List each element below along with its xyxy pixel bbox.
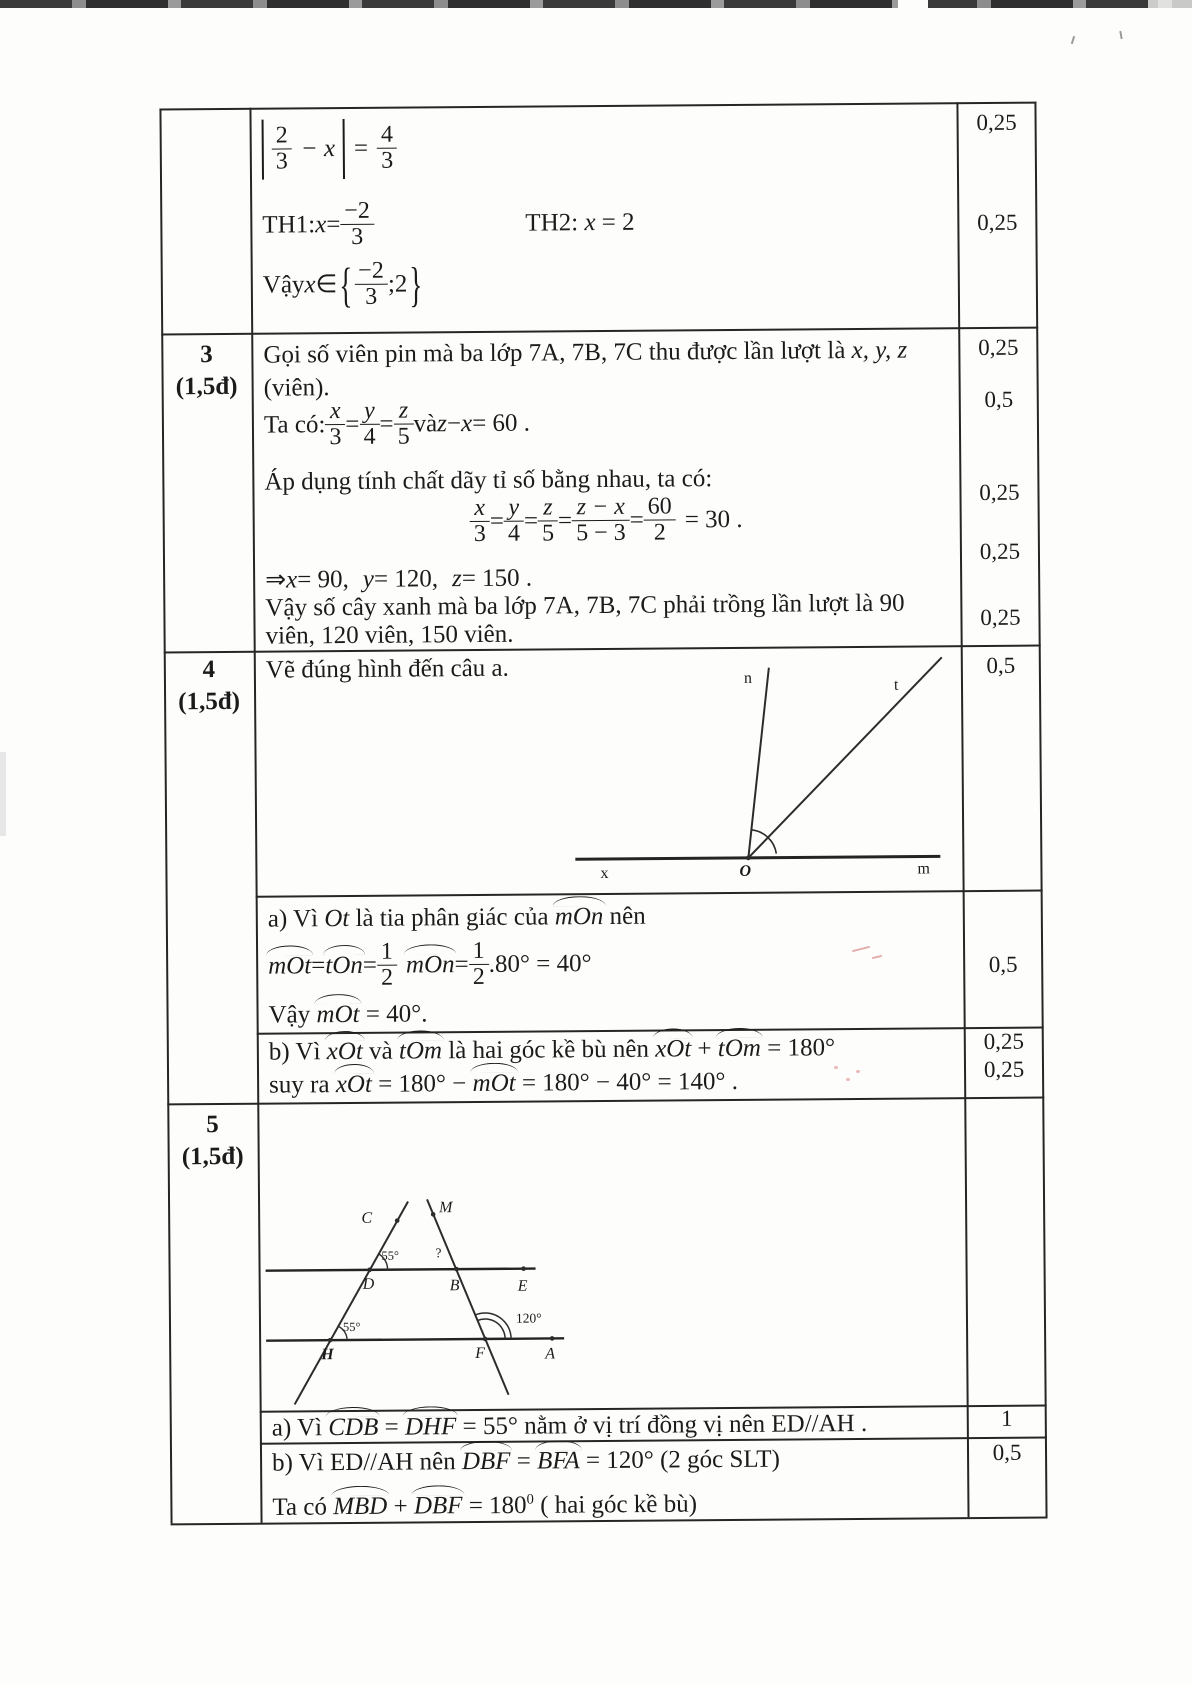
angle-label-question: ? xyxy=(435,1245,442,1261)
equals-sign: = xyxy=(523,507,539,535)
fraction: $\frac{1}{2}$ xyxy=(468,939,488,991)
score-value: 0,5 xyxy=(986,652,1016,678)
rubric-table xyxy=(159,102,1047,1526)
angle-name: xOt xyxy=(335,1070,372,1099)
angle-name: mOt xyxy=(316,1000,360,1029)
score-value: 0,5 xyxy=(984,386,1014,412)
score-value: 0,25 xyxy=(983,1056,1025,1083)
question-number: 5 xyxy=(206,1111,219,1139)
math-op: − xyxy=(446,410,462,438)
question-number: 3 xyxy=(200,341,213,369)
case2 xyxy=(525,208,634,239)
score-value: 0,25 xyxy=(977,209,1018,236)
solution-line: (viên). xyxy=(263,374,330,402)
row-divider xyxy=(161,327,1038,336)
fraction: $\frac{z}{5}$ xyxy=(538,495,558,547)
implies-arrow: ⇒ xyxy=(265,566,287,594)
scan-edge-gap xyxy=(898,0,928,9)
table-border-score xyxy=(956,102,969,1517)
equals-sign: = xyxy=(345,410,360,438)
angle-name: BFA xyxy=(536,1447,580,1475)
question-points: (1,5đ) xyxy=(175,372,238,401)
question-points: (1,5đ) xyxy=(181,1142,244,1171)
point-label-A: A xyxy=(545,1345,556,1363)
equals-sign: = xyxy=(557,507,573,535)
point-label-F: F xyxy=(475,1344,486,1363)
angle-name: xOt xyxy=(655,1035,692,1063)
point-label-B: B xyxy=(449,1277,460,1295)
math-term: − x xyxy=(300,135,336,163)
text: và xyxy=(413,410,438,438)
table-border-left xyxy=(159,108,172,1523)
solution-line: Áp dụng tính chất dãy tỉ số bằng nhau, ta có: xyxy=(264,465,713,496)
text: Vậy xyxy=(262,271,305,299)
score-value: 0,25 xyxy=(983,1028,1025,1055)
superscript-zero: 0 xyxy=(526,1491,534,1508)
text: a) Vì xyxy=(267,905,325,933)
text: và xyxy=(362,1037,400,1065)
cases-line xyxy=(262,194,952,251)
score-value: 0,25 xyxy=(980,604,1021,631)
result-line xyxy=(265,564,532,596)
q5-part-b-line2 xyxy=(272,1483,697,1523)
score-value: 0,5 xyxy=(992,1439,1022,1465)
point-label-D: D xyxy=(362,1275,375,1293)
brace-open: { xyxy=(339,257,353,312)
angle-label-55-D: 55° xyxy=(381,1248,400,1263)
fraction: $\frac{x}{3}$ xyxy=(470,496,490,548)
math-term: = 180° xyxy=(760,1034,836,1062)
math-var: z xyxy=(437,410,448,438)
math-var: z xyxy=(451,565,462,593)
math-var: x xyxy=(460,409,473,438)
question-number: 4 xyxy=(202,656,216,684)
plus-sign: + xyxy=(691,1035,718,1063)
math-term: = 180 xyxy=(462,1491,527,1520)
text: b) Vì ED//AH nên xyxy=(271,1448,462,1477)
angle-name: tOm xyxy=(717,1034,762,1063)
angle-name: mOt xyxy=(472,1069,516,1098)
math-term: = 120, xyxy=(373,565,439,593)
fraction: $\frac{x}{3}$ xyxy=(325,399,345,451)
question-points: (1,5đ) xyxy=(178,687,241,716)
scan-speck xyxy=(1119,31,1122,39)
table-border-top xyxy=(159,102,1036,111)
math-var: x xyxy=(286,566,298,594)
q5-part-a-line xyxy=(272,1409,868,1444)
ray-label-n: n xyxy=(743,669,753,687)
q5-part-b-line1 xyxy=(272,1445,780,1479)
fraction: $\frac{y}{4}$ xyxy=(504,496,524,548)
plus-sign: + xyxy=(387,1492,415,1521)
text: Vậy xyxy=(268,1001,317,1029)
solution-line xyxy=(263,336,907,371)
fraction: $\frac{z - x}{5 - 3}$ xyxy=(572,495,630,547)
fraction: $\frac{1}{2}$ xyxy=(377,940,397,992)
point-label-M: M xyxy=(439,1199,453,1217)
scan-edge-strip xyxy=(0,0,1192,8)
math-term: = 90, xyxy=(297,565,349,594)
abs-value-bars xyxy=(262,119,346,180)
score-value: 1 xyxy=(1000,1405,1013,1431)
fraction: $\frac{4}{3}$ xyxy=(377,123,397,175)
angle-name: DBF xyxy=(413,1492,463,1520)
point-label-H: H xyxy=(321,1346,334,1364)
equals-sign: = xyxy=(326,210,341,239)
angle-label-120-F: 120° xyxy=(515,1310,542,1326)
math-term: = 30 . xyxy=(684,505,743,534)
angle-name: xOt xyxy=(326,1037,363,1066)
scan-speck xyxy=(1071,36,1075,44)
math-var: y xyxy=(362,565,375,593)
text: ( hai góc kề bù) xyxy=(533,1490,698,1519)
ray-label-x: x xyxy=(600,864,609,883)
abs-equation xyxy=(262,119,398,180)
part-b-line1 xyxy=(269,1033,835,1067)
angle-name: mOn xyxy=(405,951,455,979)
fraction: $\frac{y}{4}$ xyxy=(359,399,379,451)
angle-name: MBD xyxy=(333,1493,388,1521)
equals-sign: = xyxy=(378,1413,406,1441)
equals-sign: = xyxy=(353,134,369,162)
math-var: x xyxy=(304,271,316,299)
set-tail: ;2 xyxy=(387,270,408,298)
solution-line: Vẽ đúng hình đến câu a. xyxy=(265,654,509,684)
equals-sign: = xyxy=(454,951,469,979)
fraction: $\frac{-2}{3}$ xyxy=(340,199,374,251)
text: suy ra xyxy=(269,1071,336,1099)
text: = 55° nằm ở vị trí đồng vị nên ED//AH . xyxy=(456,1409,868,1441)
ray-label-m: m xyxy=(917,860,930,878)
case2-label: TH2: xyxy=(525,209,585,237)
math-term: = 40°. xyxy=(359,1000,428,1028)
angle-name: tOm xyxy=(398,1037,443,1065)
ray-label-t: t xyxy=(893,676,899,694)
case1-label: TH1: xyxy=(262,211,316,239)
score-value: 0,25 xyxy=(978,334,1019,361)
angle-label-55-H: 55° xyxy=(342,1319,361,1335)
text: Gọi số viên pin mà ba lớp 7A, 7B, 7C thu được lần lượt là xyxy=(263,337,852,369)
math-var: x xyxy=(584,208,596,237)
score-value: 0,5 xyxy=(988,951,1018,977)
ratio-chain xyxy=(253,492,960,549)
scan-edge-fade xyxy=(1148,0,1192,9)
math-term: = 60 . xyxy=(472,409,531,437)
point-label-C: C xyxy=(361,1209,373,1227)
part-a-equation xyxy=(268,938,592,992)
angle-name: DHF xyxy=(404,1413,457,1441)
score-value: 0,25 xyxy=(979,479,1020,506)
brace-close: } xyxy=(409,257,423,312)
fraction: $\frac{-2}{3}$ xyxy=(354,259,388,311)
part-a-line xyxy=(268,902,646,935)
ratio-line xyxy=(264,398,530,452)
equals-sign: = xyxy=(362,951,378,979)
table-border-col1 xyxy=(249,108,262,1523)
text: a) Vì xyxy=(271,1414,329,1442)
vertex-label-O: O xyxy=(739,862,752,880)
score-value: 0,25 xyxy=(976,109,1017,136)
text: là tia phân giác của xyxy=(349,903,555,932)
score-value: 0,25 xyxy=(979,538,1021,565)
fraction: $\frac{z}{5}$ xyxy=(393,398,413,450)
equals-sign: = xyxy=(510,1447,538,1475)
math-term: = 180° − 40° = 140° . xyxy=(515,1067,739,1097)
fraction: $\frac{2}{3}$ xyxy=(272,123,292,175)
fraction: $\frac{60}{2}$ xyxy=(644,494,676,546)
angle-name: tOn xyxy=(325,951,363,980)
angle-name: mOn xyxy=(554,903,604,931)
part-b-line2 xyxy=(269,1067,738,1101)
angle-name: DBF xyxy=(461,1447,511,1476)
equals-sign: = xyxy=(379,410,394,438)
angle-name: mOt xyxy=(268,952,312,980)
math-term: .80° = 40° xyxy=(488,950,592,978)
part-a-conclusion xyxy=(268,999,427,1030)
math-term: = 120° (2 góc SLT) xyxy=(579,1445,781,1475)
angle-name: CDB xyxy=(328,1413,379,1442)
equals-sign: = xyxy=(311,952,326,980)
math-term: = 150 . xyxy=(461,564,533,593)
point-label-E: E xyxy=(517,1277,528,1295)
text: nên xyxy=(603,902,646,931)
text: b) Vì xyxy=(268,1038,327,1066)
math-term: = 2 xyxy=(595,208,635,236)
parallel-lines-figure xyxy=(262,1105,619,1408)
math-vars: x, y, z xyxy=(851,336,908,365)
conclusion-line: Vậy số cây xanh mà ba lớp 7A, 7B, 7C phải trồng lần lượt là 90 viên, 120 viên, 150 viên. xyxy=(265,589,905,650)
math-term: = 180° − xyxy=(371,1070,473,1098)
angle-figure xyxy=(554,647,956,892)
table-border-right xyxy=(1034,102,1047,1517)
element-of: ∈ xyxy=(315,271,338,299)
math-var: x xyxy=(315,211,327,239)
scan-left-streak xyxy=(0,752,6,836)
math-var: Ot xyxy=(324,905,350,933)
equals-sign: = xyxy=(629,506,644,534)
text: là hai góc kề bù nên xyxy=(441,1035,656,1065)
conclusion-set-line xyxy=(263,258,425,311)
text: Ta có: xyxy=(263,411,326,439)
equals-sign: = xyxy=(489,507,504,535)
text: Ta có xyxy=(272,1493,334,1521)
